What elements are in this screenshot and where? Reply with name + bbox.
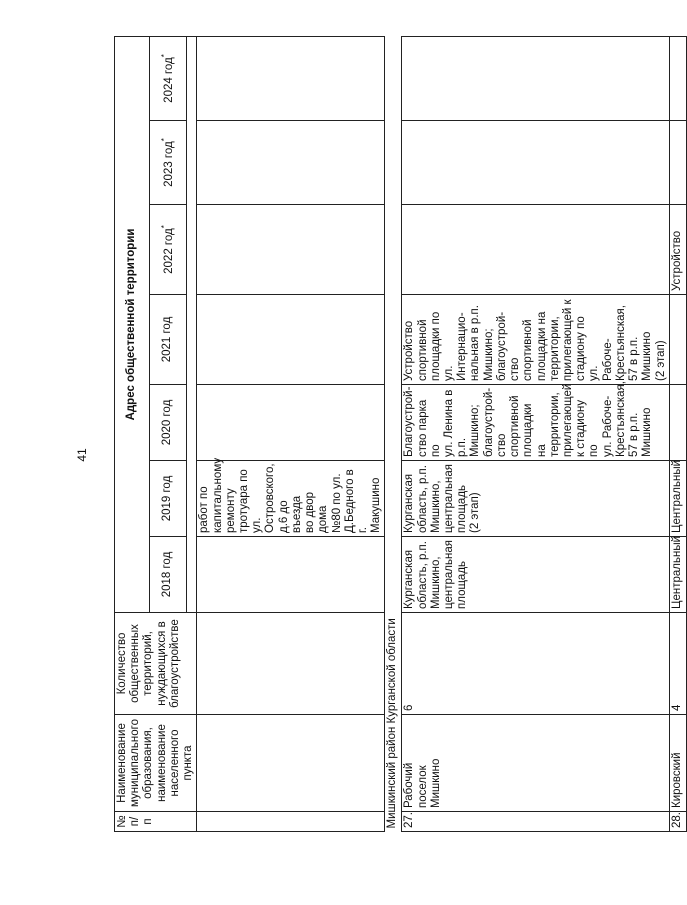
page-number: 41	[75, 448, 89, 462]
cell-2022	[197, 205, 385, 295]
cell-2021	[197, 295, 385, 385]
table-row	[402, 36, 669, 831]
cell-2021: Устройство спортивной площадки по ул. Интернацио- нальная в р.п. Мишкино; благоустрой- ство спортивной площадки на территории, прилегающей к стадиону по ул. Рабоче- Крестьянская, 57 в р.п. Мишкино (2 этап)	[402, 295, 669, 385]
col-header-count: Количество общественных территорий, нуждающихся в благоустройстве	[115, 613, 197, 715]
year-label: 2024 год	[162, 57, 175, 103]
cell-2023	[669, 121, 686, 205]
cell-2018: Курганская область, р.п. Мишкино, центральная площадь	[402, 537, 669, 613]
cell-2019: Центральный	[669, 461, 686, 537]
table-row-continuation	[197, 36, 385, 831]
cell-2020: Благоустрой- ство парка по ул. Ленина в р.п. Мишкино; благоустрой- ство спортивной площадки на территории, прилегающей к стадиону по ул. Рабоче- Крестьянская, 57 в р.п. Мишкино	[402, 385, 669, 461]
rotated-table-wrapper	[114, 37, 683, 832]
cell-count: 4	[669, 613, 686, 715]
section-title: Мишкинский район Курганской области	[385, 36, 402, 831]
col-header-2020: 2020 год	[150, 385, 187, 461]
cell-2023	[197, 121, 385, 205]
cell-num: 27.	[402, 812, 669, 832]
col-header-name: Наименование муниципального образования, наименование населенного пункта	[115, 715, 197, 812]
footnote-star: *	[159, 54, 169, 58]
header-spacer	[187, 36, 197, 612]
cell-2023	[402, 121, 669, 205]
col-header-2019: 2019 год	[150, 461, 187, 537]
cell-2022: Устройство	[669, 205, 686, 295]
cell-2019: работ по капитальному ремонту тротуара по ул. Островского, д.6 до въезда во двор дома №80 по ул. Д.Бедного в г. Макушино	[197, 461, 385, 537]
table-row	[669, 36, 686, 831]
cell-num	[197, 812, 385, 832]
year-label: 2023 год	[162, 141, 175, 187]
footnote-star: *	[159, 138, 169, 142]
cell-2022	[402, 205, 669, 295]
cell-2020	[669, 385, 686, 461]
cell-2018: Центральный	[669, 537, 686, 613]
cell-2020	[197, 385, 385, 461]
col-header-2024	[150, 36, 187, 120]
cell-2024	[402, 36, 669, 120]
cell-num: 28.	[669, 812, 686, 832]
year-label: 2022 год	[162, 228, 175, 274]
col-header-2022	[150, 205, 187, 295]
col-header-2018: 2018 год	[150, 537, 187, 613]
cell-2021	[669, 295, 686, 385]
cell-2019: Курганская область, р.п. Мишкино, центральная площадь (2 этап)	[402, 461, 669, 537]
col-header-address: Адрес общественной территории	[115, 36, 150, 612]
cell-count	[197, 613, 385, 715]
cell-name: Кировский	[669, 715, 686, 812]
cell-name: Рабочий поселок Мишкино	[402, 715, 669, 812]
section-row	[385, 36, 402, 831]
col-header-num: № п/п	[115, 812, 197, 832]
cell-2018	[197, 537, 385, 613]
footnote-star: *	[159, 225, 169, 229]
cell-2024	[197, 36, 385, 120]
col-header-2023	[150, 121, 187, 205]
cell-2024	[669, 36, 686, 120]
cell-name	[197, 715, 385, 812]
col-header-2021: 2021 год	[150, 295, 187, 385]
territory-table	[114, 36, 687, 832]
cell-count: 6	[402, 613, 669, 715]
